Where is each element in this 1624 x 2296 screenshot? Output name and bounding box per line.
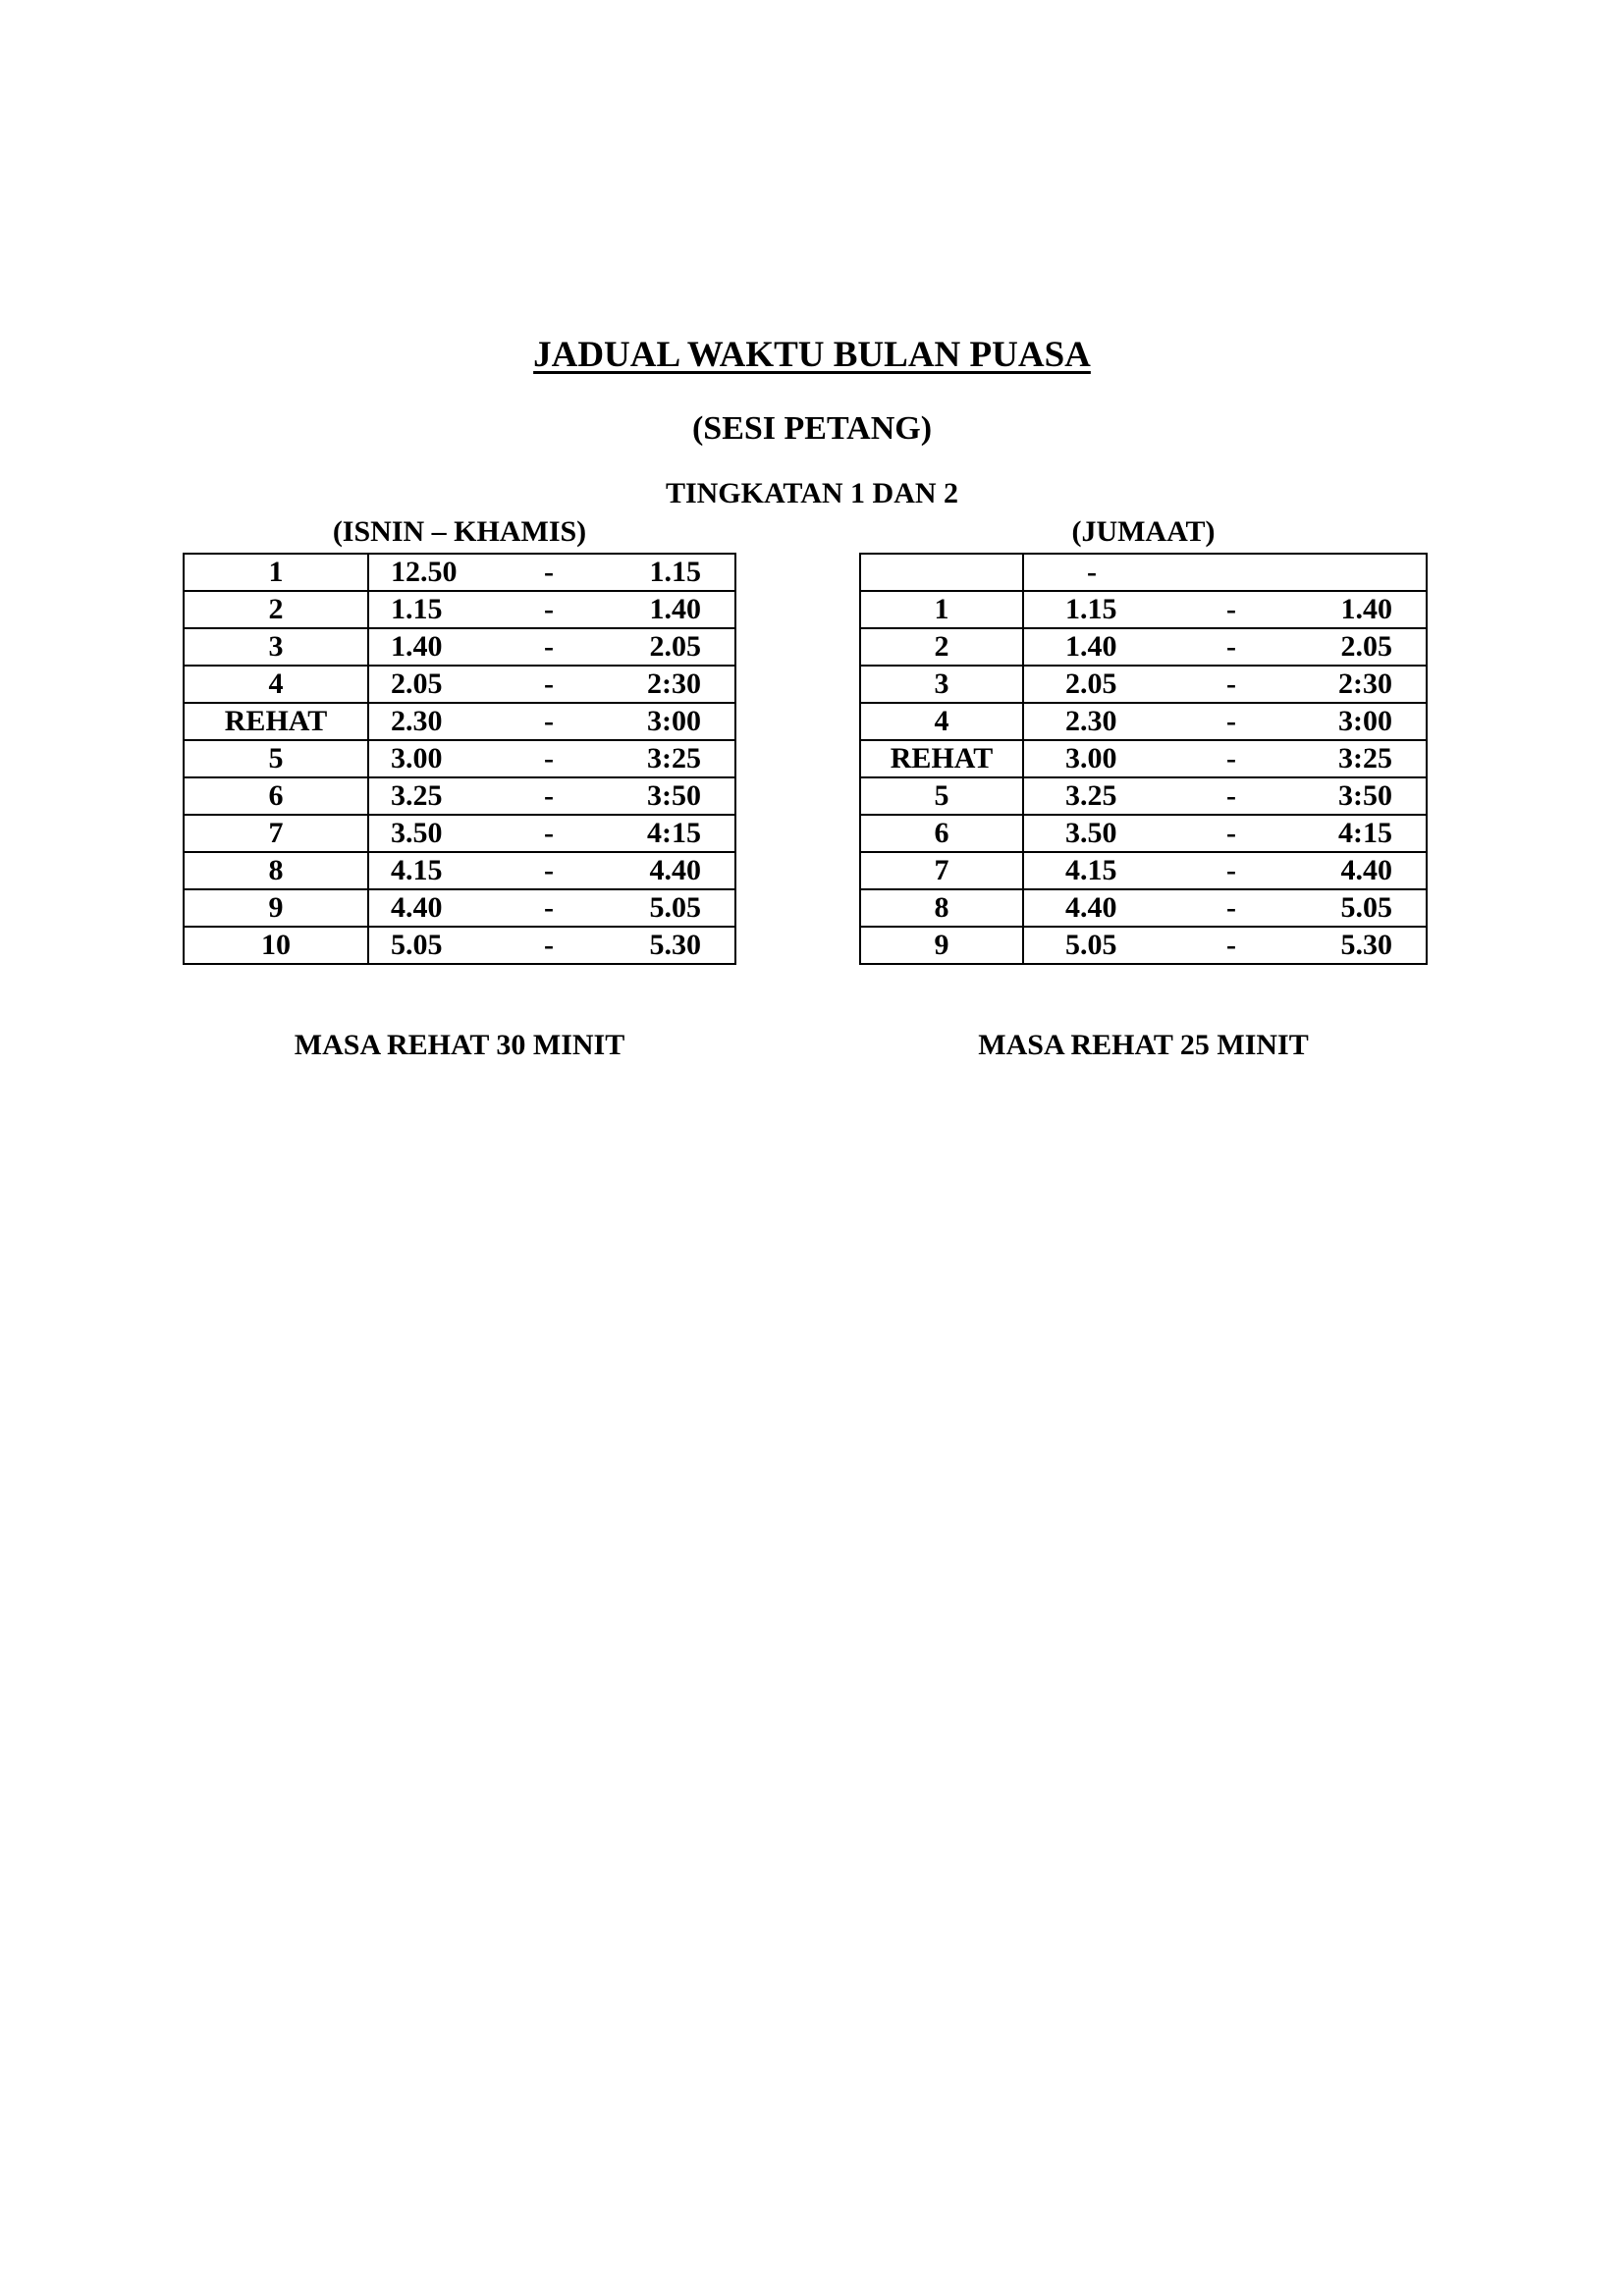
time-cell xyxy=(1023,740,1427,777)
start-time: 3.25 xyxy=(391,779,443,812)
time-cell xyxy=(368,628,735,666)
table-row xyxy=(184,889,735,927)
period-cell: 5 xyxy=(860,777,1023,815)
table-row xyxy=(184,815,735,852)
start-time: 5.05 xyxy=(391,929,443,961)
table-row xyxy=(860,703,1427,740)
end-time: 4:15 xyxy=(647,817,701,849)
period-cell: 8 xyxy=(860,889,1023,927)
table-row xyxy=(184,554,735,591)
table-row xyxy=(184,777,735,815)
page-title-text: JADUAL WAKTU BULAN PUASA xyxy=(533,335,1091,375)
end-time: 4.40 xyxy=(1340,854,1392,886)
period-cell: 6 xyxy=(860,815,1023,852)
period-cell: REHAT xyxy=(860,740,1023,777)
start-time: 3.50 xyxy=(391,817,443,849)
start-time: 4.15 xyxy=(1065,854,1117,886)
friday-timetable xyxy=(859,553,1428,965)
time-separator: - xyxy=(1226,854,1236,886)
weekday-label: (ISNIN – KHAMIS) xyxy=(332,515,587,548)
time-separator: - xyxy=(1226,630,1236,663)
start-time: 3.25 xyxy=(1065,779,1117,812)
end-time: 3:00 xyxy=(647,705,701,737)
time-cell xyxy=(368,740,735,777)
time-separator: - xyxy=(544,556,554,588)
start-time: 1.15 xyxy=(1065,593,1117,625)
time-separator: - xyxy=(544,779,554,812)
start-time: 1.40 xyxy=(391,630,443,663)
end-time: 1.40 xyxy=(1340,593,1392,625)
time-cell xyxy=(368,927,735,964)
start-time: 2.05 xyxy=(391,667,443,700)
time-separator: - xyxy=(544,929,554,961)
time-cell xyxy=(368,703,735,740)
time-separator: - xyxy=(544,891,554,924)
table-row xyxy=(184,703,735,740)
table-row xyxy=(184,852,735,889)
period-cell: 9 xyxy=(860,927,1023,964)
period-cell: 2 xyxy=(860,628,1023,666)
friday-label: (JUMAAT) xyxy=(1071,515,1216,548)
period-cell: REHAT xyxy=(184,703,368,740)
time-separator: - xyxy=(544,593,554,625)
page-title xyxy=(0,332,1624,379)
period-cell: 10 xyxy=(184,927,368,964)
table-row xyxy=(184,628,735,666)
time-separator: - xyxy=(1226,779,1236,812)
time-cell xyxy=(368,777,735,815)
period-cell: 5 xyxy=(184,740,368,777)
table-row xyxy=(860,554,1427,591)
time-cell xyxy=(1023,852,1427,889)
time-separator: - xyxy=(544,705,554,737)
start-time: 4.40 xyxy=(391,891,443,924)
period-cell: 8 xyxy=(184,852,368,889)
period-cell: 4 xyxy=(184,666,368,703)
empty-row-dash: - xyxy=(1087,556,1097,588)
time-separator: - xyxy=(544,742,554,774)
table-row xyxy=(184,591,735,628)
period-cell: 7 xyxy=(184,815,368,852)
time-cell xyxy=(368,889,735,927)
end-time: 5.05 xyxy=(1340,891,1392,924)
end-time: 1.40 xyxy=(649,593,701,625)
end-time: 3:25 xyxy=(647,742,701,774)
table-row xyxy=(860,591,1427,628)
time-cell xyxy=(368,591,735,628)
start-time: 4.15 xyxy=(391,854,443,886)
friday-timetable-body xyxy=(860,554,1427,964)
table-row xyxy=(184,927,735,964)
period-cell: 2 xyxy=(184,591,368,628)
end-time: 5.30 xyxy=(649,929,701,961)
period-cell: 4 xyxy=(860,703,1023,740)
weekday-timetable xyxy=(183,553,736,965)
table-row xyxy=(860,628,1427,666)
period-cell: 9 xyxy=(184,889,368,927)
table-row xyxy=(860,777,1427,815)
end-time: 5.05 xyxy=(649,891,701,924)
table-row xyxy=(860,927,1427,964)
time-separator: - xyxy=(1226,593,1236,625)
time-cell xyxy=(1023,927,1427,964)
time-separator: - xyxy=(544,817,554,849)
weekday-timetable-body xyxy=(184,554,735,964)
time-separator: - xyxy=(1226,742,1236,774)
end-time: 3:50 xyxy=(647,779,701,812)
friday-break-note: MASA REHAT 25 MINIT xyxy=(978,1029,1309,1061)
table-row xyxy=(860,852,1427,889)
time-separator: - xyxy=(1226,891,1236,924)
time-separator: - xyxy=(544,630,554,663)
end-time: 4:15 xyxy=(1338,817,1392,849)
time-separator: - xyxy=(1226,667,1236,700)
start-time: 2.30 xyxy=(1065,705,1117,737)
time-cell xyxy=(368,815,735,852)
end-time: 4.40 xyxy=(649,854,701,886)
start-time: 2.30 xyxy=(391,705,443,737)
start-time: 2.05 xyxy=(1065,667,1117,700)
table-row xyxy=(860,740,1427,777)
start-time: 4.40 xyxy=(1065,891,1117,924)
period-cell: 1 xyxy=(184,554,368,591)
time-cell xyxy=(1023,554,1427,591)
end-time: 3:25 xyxy=(1338,742,1392,774)
start-time: 1.40 xyxy=(1065,630,1117,663)
forms-label: TINGKATAN 1 DAN 2 xyxy=(665,477,959,509)
start-time: 12.50 xyxy=(391,556,458,588)
time-separator: - xyxy=(1226,929,1236,961)
time-cell xyxy=(1023,628,1427,666)
table-row xyxy=(860,889,1427,927)
time-cell xyxy=(1023,815,1427,852)
time-separator: - xyxy=(544,667,554,700)
table-row xyxy=(860,666,1427,703)
end-time: 5.30 xyxy=(1340,929,1392,961)
end-time: 1.15 xyxy=(649,556,701,588)
time-cell xyxy=(1023,591,1427,628)
period-cell: 1 xyxy=(860,591,1023,628)
start-time: 3.50 xyxy=(1065,817,1117,849)
time-cell xyxy=(368,666,735,703)
weekday-break-note: MASA REHAT 30 MINIT xyxy=(294,1029,625,1061)
period-cell: 6 xyxy=(184,777,368,815)
time-cell xyxy=(368,852,735,889)
time-cell xyxy=(1023,889,1427,927)
end-time: 3:00 xyxy=(1338,705,1392,737)
start-time: 3.00 xyxy=(1065,742,1117,774)
table-row xyxy=(184,740,735,777)
time-separator: - xyxy=(1226,705,1236,737)
time-cell xyxy=(1023,666,1427,703)
period-cell: 3 xyxy=(184,628,368,666)
time-separator: - xyxy=(544,854,554,886)
session-label: (SESI PETANG) xyxy=(691,410,933,447)
time-cell xyxy=(368,554,735,591)
end-time: 2:30 xyxy=(1338,667,1392,700)
end-time: 3:50 xyxy=(1338,779,1392,812)
period-cell xyxy=(860,554,1023,591)
time-cell xyxy=(1023,703,1427,740)
end-time: 2:30 xyxy=(647,667,701,700)
time-cell xyxy=(1023,777,1427,815)
table-row xyxy=(184,666,735,703)
end-time: 2.05 xyxy=(1340,630,1392,663)
period-cell: 7 xyxy=(860,852,1023,889)
time-separator: - xyxy=(1226,817,1236,849)
start-time: 1.15 xyxy=(391,593,443,625)
period-cell: 3 xyxy=(860,666,1023,703)
end-time: 2.05 xyxy=(649,630,701,663)
start-time: 5.05 xyxy=(1065,929,1117,961)
start-time: 3.00 xyxy=(391,742,443,774)
table-row xyxy=(860,815,1427,852)
